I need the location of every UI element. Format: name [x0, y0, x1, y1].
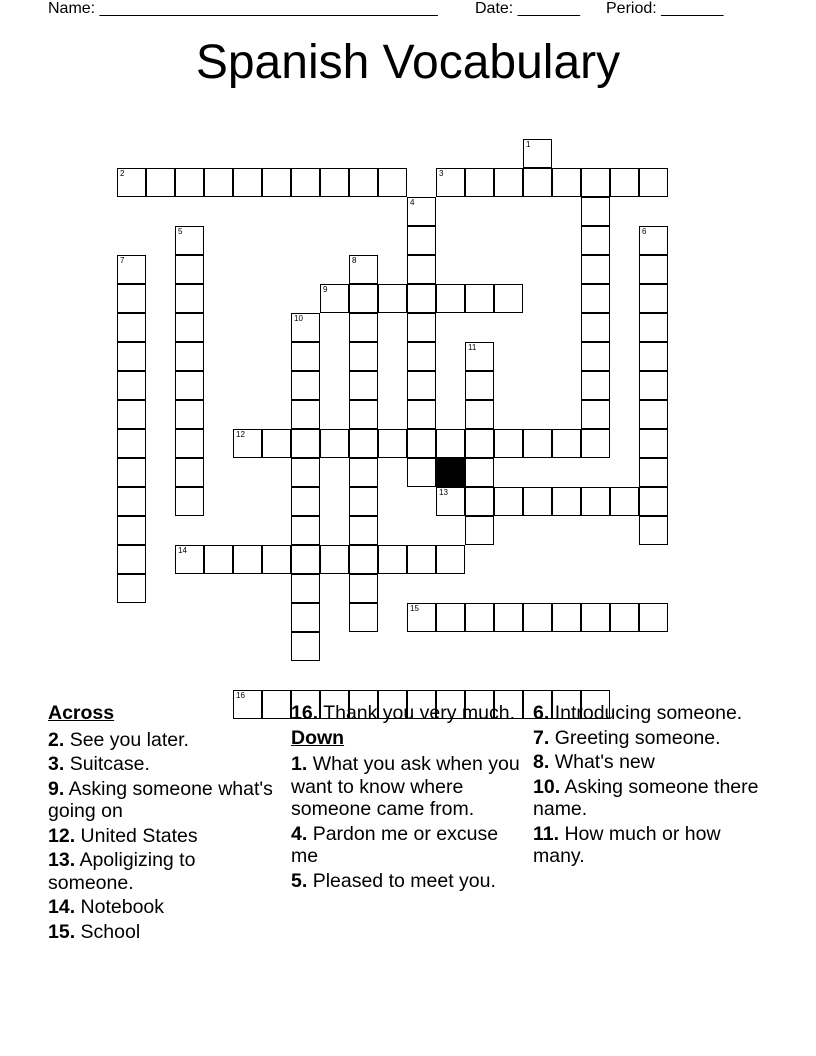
clue-number: 5.: [291, 869, 308, 892]
clue-number: 7.: [533, 726, 550, 749]
grid-cell[interactable]: [523, 429, 552, 458]
grid-cell[interactable]: [320, 168, 349, 197]
clue-text: Pleased to meet you.: [312, 869, 496, 892]
grid-cell[interactable]: [465, 342, 494, 371]
page-title: Spanish Vocabulary: [195, 36, 621, 89]
grid-cell[interactable]: [349, 516, 378, 545]
grid-cell[interactable]: [291, 342, 320, 371]
down-heading: Down: [291, 726, 345, 749]
clue-number: 8.: [533, 751, 550, 773]
grid-cell[interactable]: [407, 603, 436, 632]
cell-number: 2: [120, 169, 125, 178]
black-square: [436, 458, 465, 487]
grid-cell[interactable]: [291, 545, 320, 574]
clue-text: See you later.: [69, 728, 189, 751]
grid-cell[interactable]: [494, 429, 523, 458]
grid-cell[interactable]: [552, 168, 581, 197]
grid-cell[interactable]: [639, 603, 668, 632]
clue-number: 9.: [48, 777, 65, 800]
grid-cell[interactable]: [349, 458, 378, 487]
clue-item: [48, 849, 278, 894]
grid-cell[interactable]: [523, 168, 552, 197]
grid-cell[interactable]: [639, 371, 668, 400]
grid-cell[interactable]: [581, 313, 610, 342]
clue-text: What's new: [554, 751, 655, 773]
grid-cell[interactable]: [581, 487, 610, 516]
grid-cell[interactable]: [523, 139, 552, 168]
grid-cell[interactable]: [291, 168, 320, 197]
grid-cell[interactable]: [436, 603, 465, 632]
grid-cell[interactable]: [639, 168, 668, 197]
clue-column-2: [291, 702, 521, 894]
grid-cell[interactable]: [117, 545, 146, 574]
clue-text: School: [80, 920, 141, 943]
grid-cell[interactable]: [349, 574, 378, 603]
grid-cell[interactable]: [407, 458, 436, 487]
grid-cell[interactable]: [291, 516, 320, 545]
grid-cell[interactable]: [291, 313, 320, 342]
grid-cell[interactable]: [523, 603, 552, 632]
grid-cell[interactable]: [233, 168, 262, 197]
cell-number: 4: [410, 198, 415, 207]
grid-cell[interactable]: [494, 603, 523, 632]
clue-number: 2.: [48, 728, 65, 751]
grid-cell[interactable]: [262, 545, 291, 574]
grid-cell[interactable]: [175, 168, 204, 197]
grid-cell[interactable]: [262, 429, 291, 458]
grid-cell[interactable]: [465, 168, 494, 197]
grid-cell[interactable]: [465, 487, 494, 516]
period-field[interactable]: Period: _______: [606, 0, 724, 17]
grid-cell[interactable]: [349, 545, 378, 574]
grid-cell[interactable]: [581, 168, 610, 197]
grid-cell[interactable]: [117, 342, 146, 371]
cell-number: 16: [236, 691, 245, 700]
clue-item: [533, 776, 763, 821]
clue-number: 13.: [48, 849, 76, 871]
grid-cell[interactable]: [523, 487, 552, 516]
clue-text: Thank you very much.: [323, 702, 516, 724]
grid-cell[interactable]: [349, 371, 378, 400]
grid-cell[interactable]: [117, 371, 146, 400]
grid-cell[interactable]: [407, 226, 436, 255]
grid-cell[interactable]: [262, 168, 291, 197]
clue-item: [48, 729, 278, 752]
grid-cell[interactable]: [494, 487, 523, 516]
grid-cell[interactable]: [378, 284, 407, 313]
grid-cell[interactable]: [291, 400, 320, 429]
grid-cell[interactable]: [204, 545, 233, 574]
grid-cell[interactable]: [349, 487, 378, 516]
grid-cell[interactable]: [175, 545, 204, 574]
grid-cell[interactable]: [291, 458, 320, 487]
grid-cell[interactable]: [639, 255, 668, 284]
grid-cell[interactable]: [407, 313, 436, 342]
grid-cell[interactable]: [175, 371, 204, 400]
grid-cell[interactable]: [581, 255, 610, 284]
grid-cell[interactable]: [349, 429, 378, 458]
grid-cell[interactable]: [465, 458, 494, 487]
grid-cell[interactable]: [436, 487, 465, 516]
grid-cell[interactable]: [552, 429, 581, 458]
clue-item: [291, 702, 521, 725]
cell-number: 11: [468, 343, 477, 352]
cell-number: 8: [352, 256, 357, 265]
clue-number: 15.: [48, 920, 76, 943]
clue-number: 3.: [48, 753, 65, 775]
grid-cell[interactable]: [552, 603, 581, 632]
grid-cell[interactable]: [291, 603, 320, 632]
grid-cell[interactable]: [320, 545, 349, 574]
grid-cell[interactable]: [175, 458, 204, 487]
grid-cell[interactable]: [407, 342, 436, 371]
grid-cell[interactable]: [175, 400, 204, 429]
grid-cell[interactable]: [407, 429, 436, 458]
grid-cell[interactable]: [117, 516, 146, 545]
grid-cell[interactable]: [465, 284, 494, 313]
clue-text: Asking someone there name.: [533, 775, 759, 820]
grid-cell[interactable]: [407, 400, 436, 429]
grid-cell[interactable]: [581, 342, 610, 371]
grid-cell[interactable]: [349, 603, 378, 632]
clue-item: [533, 751, 763, 774]
cell-number: 5: [178, 227, 183, 236]
grid-cell[interactable]: [117, 574, 146, 603]
clue-item: [48, 921, 278, 944]
clue-item: [48, 825, 278, 848]
grid-cell[interactable]: [407, 284, 436, 313]
grid-cell[interactable]: [639, 400, 668, 429]
grid-cell[interactable]: [291, 574, 320, 603]
grid-cell[interactable]: [639, 429, 668, 458]
grid-cell[interactable]: [349, 284, 378, 313]
cell-number: 13: [439, 488, 448, 497]
grid-cell[interactable]: [117, 168, 146, 197]
grid-cell[interactable]: [175, 226, 204, 255]
grid-cell[interactable]: [581, 371, 610, 400]
grid-cell[interactable]: [494, 284, 523, 313]
grid-cell[interactable]: [291, 632, 320, 661]
grid-cell[interactable]: [465, 603, 494, 632]
grid-cell[interactable]: [465, 400, 494, 429]
clue-text: Suitcase.: [69, 753, 150, 775]
grid-cell[interactable]: [610, 487, 639, 516]
grid-cell[interactable]: [291, 371, 320, 400]
clue-number: 10.: [533, 775, 561, 798]
clue-number: 6.: [533, 702, 550, 724]
grid-cell[interactable]: [465, 371, 494, 400]
grid-cell[interactable]: [407, 545, 436, 574]
grid-cell[interactable]: [233, 429, 262, 458]
grid-cell[interactable]: [175, 342, 204, 371]
grid-cell[interactable]: [146, 168, 175, 197]
clue-number: 14.: [48, 896, 76, 918]
grid-cell[interactable]: [175, 313, 204, 342]
cell-number: 15: [410, 604, 419, 613]
grid-cell[interactable]: [581, 603, 610, 632]
grid-cell[interactable]: [378, 429, 407, 458]
grid-cell[interactable]: [436, 168, 465, 197]
clue-number: 12.: [48, 824, 76, 847]
grid-cell[interactable]: [436, 545, 465, 574]
clue-number: 1.: [291, 753, 308, 775]
grid-cell[interactable]: [175, 284, 204, 313]
grid-cell[interactable]: [581, 226, 610, 255]
grid-cell[interactable]: [407, 255, 436, 284]
grid-cell[interactable]: [407, 371, 436, 400]
grid-cell[interactable]: [320, 284, 349, 313]
grid-cell[interactable]: [117, 487, 146, 516]
across-heading: Across: [48, 702, 115, 724]
grid-cell[interactable]: [204, 168, 233, 197]
grid-cell[interactable]: [378, 168, 407, 197]
clue-column-1: [48, 702, 278, 945]
clue-text: Asking someone what's going on: [48, 777, 273, 822]
grid-cell[interactable]: [465, 516, 494, 545]
grid-cell[interactable]: [465, 429, 494, 458]
clue-item: [291, 753, 521, 821]
grid-cell[interactable]: [436, 429, 465, 458]
grid-cell[interactable]: [639, 342, 668, 371]
clue-number: 4.: [291, 822, 308, 845]
date-field[interactable]: Date: _______: [475, 0, 580, 17]
clue-text: Pardon me or excuse me: [291, 822, 499, 867]
grid-cell[interactable]: [117, 284, 146, 313]
cell-number: 6: [642, 227, 647, 236]
clue-item: [533, 727, 763, 750]
grid-cell[interactable]: [639, 487, 668, 516]
clue-text: United States: [80, 824, 198, 847]
clue-item: [533, 823, 763, 868]
cell-number: 1: [526, 140, 531, 149]
grid-cell[interactable]: [117, 429, 146, 458]
grid-cell[interactable]: [378, 545, 407, 574]
grid-cell[interactable]: [436, 284, 465, 313]
name-field[interactable]: Name: ______________________________________: [48, 0, 438, 17]
grid-cell[interactable]: [639, 458, 668, 487]
grid-cell[interactable]: [117, 458, 146, 487]
grid-cell[interactable]: [581, 429, 610, 458]
grid-cell[interactable]: [349, 313, 378, 342]
grid-cell[interactable]: [320, 429, 349, 458]
grid-cell[interactable]: [175, 255, 204, 284]
grid-cell[interactable]: [407, 197, 436, 226]
grid-cell[interactable]: [639, 313, 668, 342]
grid-cell[interactable]: [291, 429, 320, 458]
clue-item: [291, 870, 521, 893]
clue-text: How much or how many.: [533, 822, 721, 867]
clue-item: [48, 778, 278, 823]
clue-text: Notebook: [80, 896, 165, 918]
grid-cell[interactable]: [349, 342, 378, 371]
cell-number: 12: [236, 430, 245, 439]
grid-cell[interactable]: [233, 545, 262, 574]
grid-cell[interactable]: [175, 487, 204, 516]
grid-cell[interactable]: [639, 516, 668, 545]
grid-cell[interactable]: [349, 400, 378, 429]
clue-text: Apoligizing to someone.: [48, 849, 196, 894]
grid-cell[interactable]: [639, 284, 668, 313]
grid-cell[interactable]: [349, 255, 378, 284]
grid-cell[interactable]: [175, 429, 204, 458]
clue-text: What you ask when you want to know where someone came from.: [291, 753, 520, 820]
grid-cell[interactable]: [291, 487, 320, 516]
cell-number: 9: [323, 285, 328, 294]
clue-item: [48, 753, 278, 776]
clue-number: 11.: [533, 822, 560, 845]
grid-cell[interactable]: [552, 487, 581, 516]
cell-number: 14: [178, 546, 187, 555]
grid-cell[interactable]: [494, 168, 523, 197]
clue-text: Greeting someone.: [554, 726, 721, 749]
clue-column-3: [533, 702, 763, 870]
grid-cell[interactable]: [581, 284, 610, 313]
grid-cell[interactable]: [581, 197, 610, 226]
grid-cell[interactable]: [117, 255, 146, 284]
cell-number: 7: [120, 256, 125, 265]
grid-cell[interactable]: [117, 313, 146, 342]
clue-item: [291, 823, 521, 868]
cell-number: 3: [439, 169, 444, 178]
clue-number: 16.: [291, 702, 319, 724]
grid-cell[interactable]: [349, 168, 378, 197]
cell-number: 10: [294, 314, 303, 323]
grid-cell[interactable]: [117, 400, 146, 429]
clue-text: Introducing someone.: [554, 702, 743, 724]
grid-cell[interactable]: [581, 400, 610, 429]
grid-cell[interactable]: [610, 168, 639, 197]
clue-item: [48, 896, 278, 919]
grid-cell[interactable]: [639, 226, 668, 255]
grid-cell[interactable]: [610, 603, 639, 632]
clue-item: [533, 702, 763, 725]
